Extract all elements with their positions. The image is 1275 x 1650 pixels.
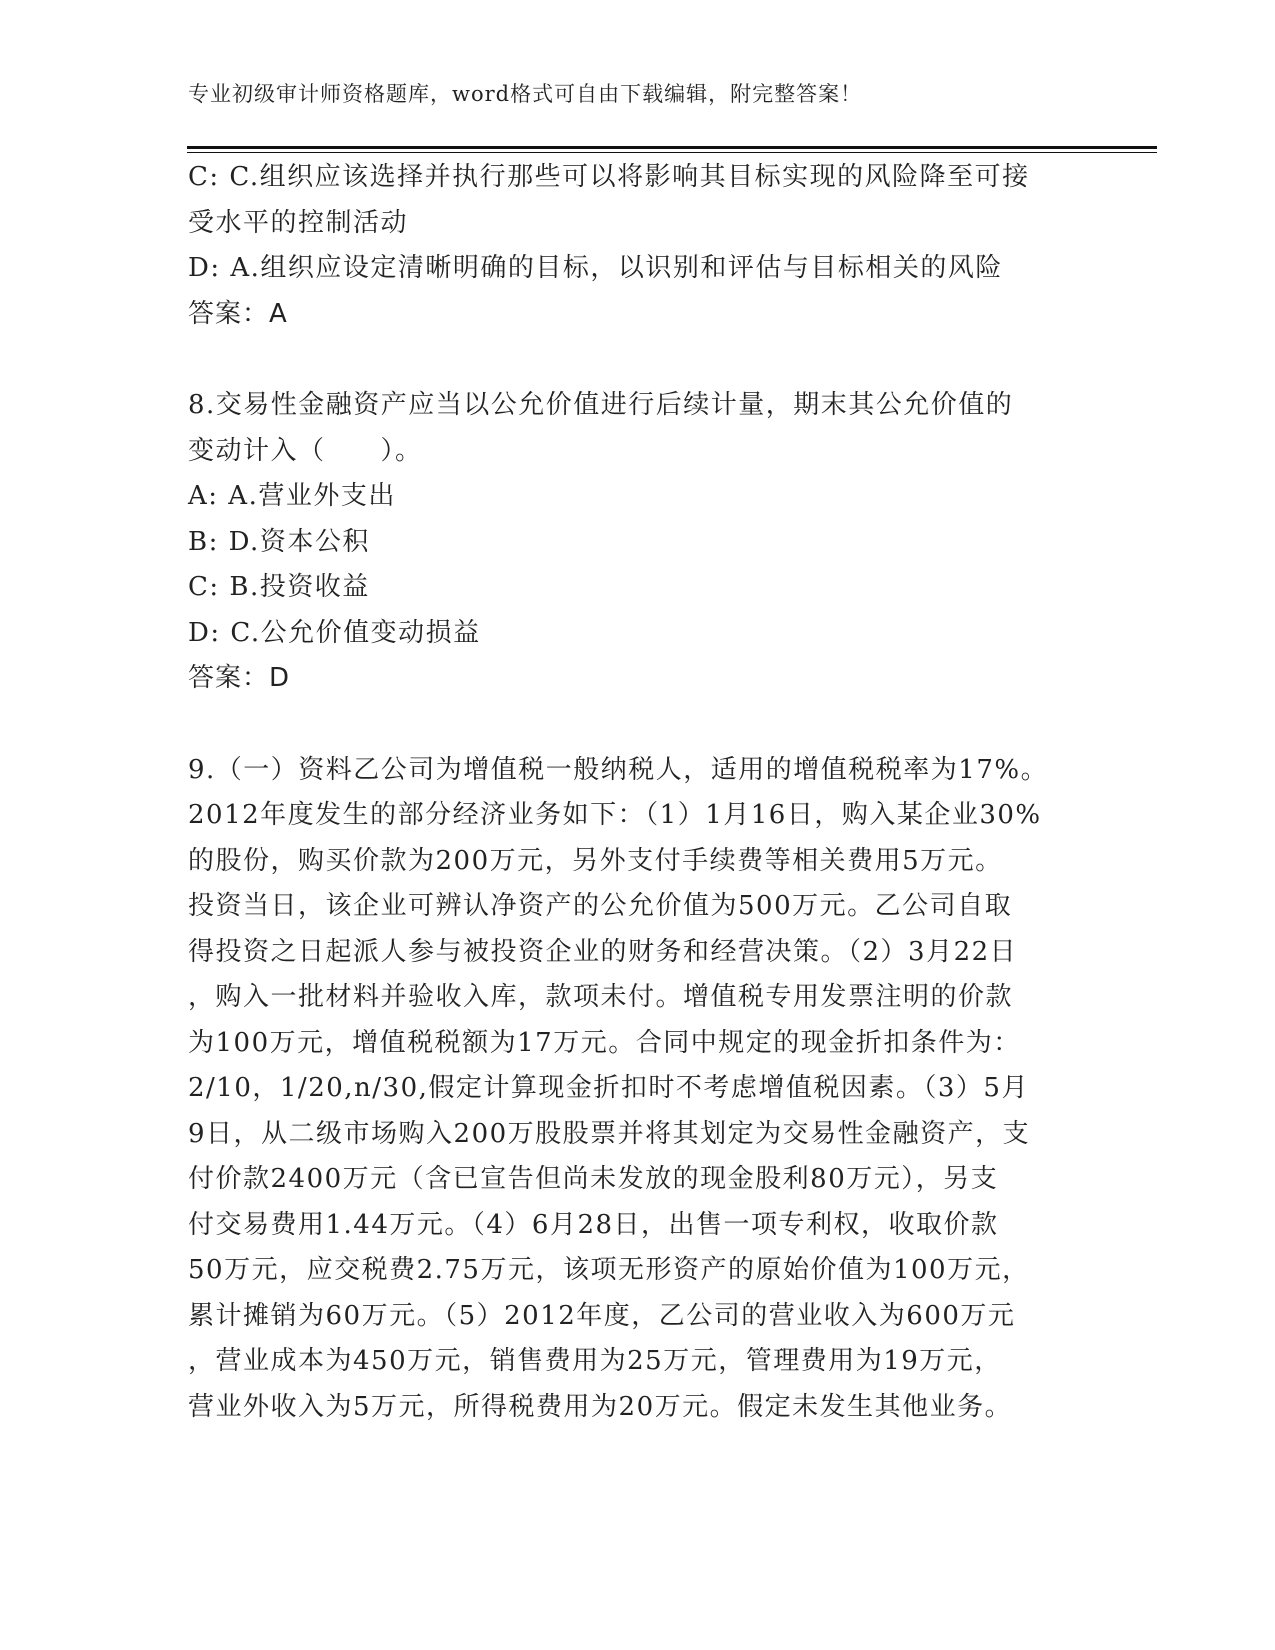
option-b: B: D.资本公积 <box>188 526 370 557</box>
question-9-line: ，购入一批材料并验收入库，款项未付。增值税专用发票注明的价款 <box>188 982 1014 1012</box>
question-9-line: 2012年度发生的部分经济业务如下：（1）1月16日，购入某企业30% <box>188 800 1042 830</box>
spacer <box>188 337 1088 383</box>
option-c-line-2: 受水平的控制活动 <box>188 207 409 238</box>
question-9-line: 的股份，购买价款为200万元，另外支付手续费等相关费用5万元。 <box>188 845 1003 876</box>
question-9-line: 得投资之日起派人参与被投资企业的财务和经营决策。（2）3月22日 <box>188 936 1018 967</box>
header-rule-thick <box>187 146 1157 149</box>
question-8-stem-line-2: 变动计入（ ）。 <box>188 435 423 466</box>
page-header: 专业初级审计师资格题库，word格式可自由下载编辑，附完整答案！ <box>188 82 863 106</box>
question-9-line: 营业外收入为5万元，所得税费用为20万元。假定未发生其他业务。 <box>188 1391 1013 1422</box>
option-c: C: B.投资收益 <box>188 572 370 602</box>
answer-7: 答案：A <box>188 298 288 329</box>
question-9-line: 累计摊销为60万元。（5）2012年度，乙公司的营业收入为600万元 <box>188 1300 1016 1331</box>
question-8-stem-line-1: 8.交易性金融资产应当以公允价值进行后续计量，期末其公允价值的 <box>188 390 1014 420</box>
question-9-line: 50万元，应交税费2.75万元，该项无形资产的原始价值为100万元， <box>188 1255 1030 1285</box>
question-9-line: ，营业成本为450万元，销售费用为25万元，管理费用为19万元， <box>188 1346 1002 1376</box>
question-9-line: 为100万元，增值税税额为17万元。合同中规定的现金折扣条件为： <box>188 1027 1021 1058</box>
question-9-line: 2/10，1/20,n/30,假定计算现金折扣时不考虑增值税因素。（3）5月 <box>188 1073 1029 1103</box>
answer-8: 答案：D <box>188 663 291 693</box>
header-rule-thin <box>187 152 1157 153</box>
question-7-tail <box>188 155 1088 337</box>
question-9-line: 9日，从二级市场购入200万股股票并将其划定为交易性金融资产，支 <box>188 1118 1031 1149</box>
document-body <box>188 155 1088 1430</box>
question-9-line: 9.（一）资料乙公司为增值税一般纳税人，适用的增值税税率为17%。 <box>188 754 1049 785</box>
option-d: D: A.组织应设定清晰明确的目标，以识别和评估与目标相关的风险 <box>188 253 1003 283</box>
question-9 <box>188 748 1088 1431</box>
option-c-line-1: C: C.组织应该选择并执行那些可以将影响其目标实现的风险降至可接 <box>188 162 1030 192</box>
spacer <box>188 702 1088 748</box>
question-9-line: 付交易费用1.44万元。（4）6月28日，出售一项专利权，收取价款 <box>188 1209 999 1240</box>
question-9-line: 投资当日，该企业可辨认净资产的公允价值为500万元。乙公司自取 <box>188 891 1013 921</box>
option-d: D: C.公允价值变动损益 <box>188 617 481 648</box>
question-9-line: 付价款2400万元（含已宣告但尚未发放的现金股利80万元），另支 <box>188 1164 999 1194</box>
option-a: A: A.营业外支出 <box>188 481 396 511</box>
question-8 <box>188 383 1088 702</box>
